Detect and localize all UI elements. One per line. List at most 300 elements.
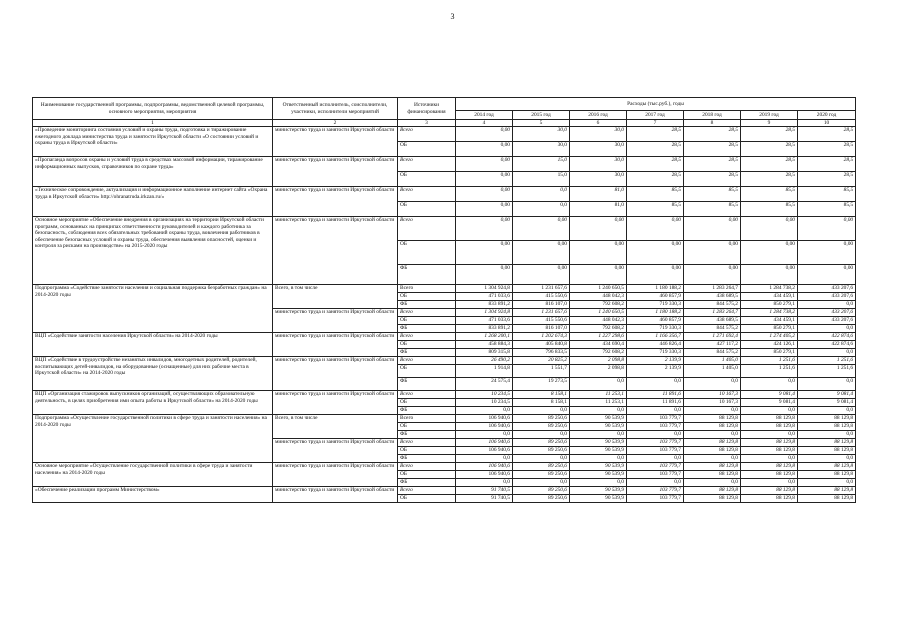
expense-value: 0,0 xyxy=(684,407,741,415)
expense-value: 1 283 264,7 xyxy=(684,309,741,317)
expense-value: 1 304 924,8 xyxy=(456,309,513,317)
expense-value: 28,5 xyxy=(741,127,798,142)
expense-value: 2 098,8 xyxy=(570,357,627,365)
expense-value: 0,0 xyxy=(456,479,513,487)
item-name: Основное мероприятие «Обеспечение внедрения в организациях на территории Иркутской области программ, основанных на принципах ответственности руководителей и каждого работника за безопасность, соблюдения всех обязательных требований охраны труда, вовлечения работников в обеспечение безопасных условий и охраны труда, обеспечения выявления опасностей, оценки и контроля за рисками на производстве» на 2015-2020 годы xyxy=(33,217,273,285)
expense-value: 90 539,9 xyxy=(570,487,627,495)
expense-value: 792 608,2 xyxy=(570,349,627,357)
expense-value: 434 459,1 xyxy=(741,317,798,325)
expense-value: 1 251,6 xyxy=(798,365,856,378)
expense-value: 89 250,6 xyxy=(513,463,570,471)
expense-value: 2 098,8 xyxy=(570,365,627,378)
expense-value: 28,5 xyxy=(741,172,798,187)
funding-source: Всего xyxy=(398,391,456,399)
funding-source: ОБ xyxy=(398,495,456,503)
page-number: 3 xyxy=(450,12,455,21)
expense-value: 103 779,7 xyxy=(627,471,684,479)
expense-value: 88 129,8 xyxy=(684,463,741,471)
expense-value: 9 081,4 xyxy=(798,399,856,407)
expense-value: 719 330,3 xyxy=(627,325,684,333)
expense-value: 844 575,2 xyxy=(684,301,741,309)
expense-value: 28,5 xyxy=(798,142,856,157)
funding-source: ФБ xyxy=(398,301,456,309)
expense-value: 28,5 xyxy=(684,172,741,187)
expense-value: 0,0 xyxy=(684,431,741,439)
expense-value: 28,5 xyxy=(684,157,741,172)
expense-value: 1 405,0 xyxy=(684,357,741,365)
header-source: Источники финансирования xyxy=(398,98,456,120)
expense-value: 0,00 xyxy=(741,265,798,285)
expense-value: 103 779,7 xyxy=(627,487,684,495)
expense-value: 422 874,6 xyxy=(798,341,856,349)
expense-value: 792 608,2 xyxy=(570,325,627,333)
expense-value: 24 575,4 xyxy=(456,378,513,391)
funding-source: ОБ xyxy=(398,202,456,217)
table-row xyxy=(33,463,856,471)
expense-value: 415 550,6 xyxy=(513,317,570,325)
funding-source: ОБ xyxy=(398,142,456,157)
expense-value: 88 129,8 xyxy=(798,423,856,431)
expense-value: 1 240 650,5 xyxy=(570,309,627,317)
funding-source: ОБ xyxy=(398,317,456,325)
expense-value: 30,0 xyxy=(513,142,570,157)
expense-value: 0,0 xyxy=(741,431,798,439)
expense-value: 0,00 xyxy=(684,217,741,241)
expense-value: 0,00 xyxy=(456,241,513,265)
table-row xyxy=(33,333,856,341)
expense-value: 28,5 xyxy=(684,127,741,142)
expense-value: 460 857,9 xyxy=(627,293,684,301)
expense-value: 26 490,2 xyxy=(456,357,513,365)
expense-value: 89 250,6 xyxy=(513,487,570,495)
expense-value: 88 129,8 xyxy=(684,439,741,447)
expense-value: 433 207,6 xyxy=(798,285,856,293)
expense-value: 10 167,3 xyxy=(684,399,741,407)
expense-value: 0,0 xyxy=(798,301,856,309)
funding-source: Всего xyxy=(398,415,456,423)
expense-value: 0,0 xyxy=(570,431,627,439)
expense-value: 0,00 xyxy=(456,265,513,285)
expense-value: 0,0 xyxy=(798,349,856,357)
expense-value: 1 274 405,2 xyxy=(741,333,798,341)
funding-source: ФБ xyxy=(398,407,456,415)
expense-value: 103 779,7 xyxy=(627,463,684,471)
expense-value: 0,00 xyxy=(456,127,513,142)
funding-source: ОБ xyxy=(398,399,456,407)
expense-value: 1 231 657,6 xyxy=(513,309,570,317)
expense-value: 8 158,1 xyxy=(513,399,570,407)
expense-value: 88 129,8 xyxy=(741,423,798,431)
expense-value: 85,5 xyxy=(798,202,856,217)
expense-value: 85,5 xyxy=(741,187,798,202)
expense-value: 103 779,7 xyxy=(627,423,684,431)
expense-value: 0,0 xyxy=(513,431,570,439)
header-expenses: Расходы (тыс.руб.), годы xyxy=(456,98,856,111)
expense-value: 850 279,1 xyxy=(741,325,798,333)
table-row xyxy=(33,357,856,365)
expense-value: 28,5 xyxy=(627,172,684,187)
expense-value: 0,00 xyxy=(456,217,513,241)
expense-value: 0,00 xyxy=(798,241,856,265)
table-row xyxy=(33,285,856,293)
expense-value: 1 231 657,6 xyxy=(513,285,570,293)
expense-value: 88 129,8 xyxy=(741,495,798,503)
expense-value: 28,5 xyxy=(798,127,856,142)
header-year: 2015 год xyxy=(513,111,570,120)
funding-source: Всего xyxy=(398,309,456,317)
expense-value: 1 271 692,4 xyxy=(684,333,741,341)
funding-source: ФБ xyxy=(398,265,456,285)
expense-value: 434 690,4 xyxy=(570,341,627,349)
expense-value: 850 279,1 xyxy=(741,301,798,309)
expense-value: 88 129,8 xyxy=(798,415,856,423)
expense-value: 88 129,8 xyxy=(684,423,741,431)
expense-value: 1 283 264,7 xyxy=(684,285,741,293)
expense-value: 88 129,8 xyxy=(798,495,856,503)
item-name: Подпрограмма «Осуществление государственной политики в сфере труда и занятости населения» на 2014-2020 годы xyxy=(33,415,273,463)
expense-value: 1 251,6 xyxy=(798,357,856,365)
table-row xyxy=(33,391,856,399)
expense-value: 11 253,1 xyxy=(570,391,627,399)
funding-source: Всего xyxy=(398,463,456,471)
expense-value: 103 779,7 xyxy=(627,495,684,503)
expense-value: 1 284 738,2 xyxy=(741,285,798,293)
funding-source: ОБ xyxy=(398,241,456,265)
expense-value: 844 575,2 xyxy=(684,349,741,357)
expense-value: 88 129,8 xyxy=(684,415,741,423)
expense-value: 30,0 xyxy=(570,142,627,157)
expense-value: 2 139,9 xyxy=(627,357,684,365)
funding-source: Всего xyxy=(398,187,456,202)
expense-value: 89 250,6 xyxy=(513,423,570,431)
expense-value: 1 914,8 xyxy=(456,365,513,378)
expense-value: 8 158,1 xyxy=(513,391,570,399)
expense-value: 85,5 xyxy=(741,202,798,217)
executor-name: министерство труда и занятости Иркутской области xyxy=(273,157,398,187)
expense-value: 106 940,6 xyxy=(456,471,513,479)
expense-value: 0,0 xyxy=(798,407,856,415)
expense-value: 0,0 xyxy=(513,479,570,487)
expense-value: 88 129,8 xyxy=(684,447,741,455)
expense-value: 460 857,9 xyxy=(627,317,684,325)
funding-source: Всего xyxy=(398,157,456,172)
expense-value: 30,0 xyxy=(513,127,570,142)
executor-name: министерство труда и занятости Иркутской области xyxy=(273,487,398,503)
header-year: 2016 год xyxy=(570,111,627,120)
executor-name: министерство труда и занятости Иркутской области xyxy=(273,357,398,391)
funding-source: ОБ xyxy=(398,172,456,187)
funding-source: ОБ xyxy=(398,365,456,378)
expense-value: 0,0 xyxy=(627,378,684,391)
expense-value: 11 891,6 xyxy=(627,399,684,407)
expense-value: 9 081,4 xyxy=(741,391,798,399)
funding-source: ФБ xyxy=(398,479,456,487)
expense-value: 1 551,7 xyxy=(513,365,570,378)
expense-value: 438 689,5 xyxy=(684,293,741,301)
executor-name: министерство труда и занятости Иркутской области xyxy=(273,391,398,415)
funding-source: ФБ xyxy=(398,349,456,357)
expense-value: 448 042,3 xyxy=(570,317,627,325)
expense-value: 0,0 xyxy=(741,407,798,415)
expense-value: 0,0 xyxy=(798,378,856,391)
expense-value: 424 126,1 xyxy=(741,341,798,349)
executor-name: министерство труда и занятости Иркутской области xyxy=(273,333,398,357)
expense-value: 88 129,8 xyxy=(741,439,798,447)
expense-value: 1 251,6 xyxy=(741,365,798,378)
table-row xyxy=(33,157,856,172)
expense-value: 9 081,4 xyxy=(741,399,798,407)
expense-value: 0,0 xyxy=(513,407,570,415)
expense-value: 1 405,0 xyxy=(684,365,741,378)
expense-value: 850 279,1 xyxy=(741,349,798,357)
expense-value: 0,00 xyxy=(684,241,741,265)
expense-value: 1 202 674,3 xyxy=(513,333,570,341)
expense-value: 0,00 xyxy=(798,265,856,285)
expense-value: 85,5 xyxy=(684,202,741,217)
expense-value: 0,0 xyxy=(570,479,627,487)
expense-value: 10 167,3 xyxy=(684,391,741,399)
expense-value: 28,5 xyxy=(741,142,798,157)
expense-value: 433 207,6 xyxy=(798,293,856,301)
column-number: 6 xyxy=(570,120,627,127)
executor-name: министерство труда и занятости Иркутской области xyxy=(273,309,398,333)
expense-value: 1 251,6 xyxy=(741,357,798,365)
expense-value: 719 330,3 xyxy=(627,301,684,309)
expense-value: 11 253,1 xyxy=(570,399,627,407)
expense-value: 10 234,5 xyxy=(456,391,513,399)
funding-source: Всего xyxy=(398,357,456,365)
expense-value: 81,0 xyxy=(570,202,627,217)
expense-value: 0,00 xyxy=(684,265,741,285)
expense-value: 28,5 xyxy=(798,172,856,187)
expense-value: 433 207,6 xyxy=(798,309,856,317)
expense-value: 0,0 xyxy=(798,479,856,487)
expense-value: 1 180 188,2 xyxy=(627,309,684,317)
expense-value: 30,0 xyxy=(570,127,627,142)
funding-source: ОБ xyxy=(398,293,456,301)
expense-value: 9 081,4 xyxy=(798,391,856,399)
column-number: 9 xyxy=(741,120,798,127)
executor-name: министерство труда и занятости Иркутской области xyxy=(273,127,398,157)
expense-value: 0,0 xyxy=(456,455,513,463)
item-name: «Техническое сопровождение, актуализация и информационное наполнение интернет сайта «Охрана труда в Иркутской области» http://ohranatruda.irkzan.ru/» xyxy=(33,187,273,217)
expense-value: 0,0 xyxy=(798,455,856,463)
expense-value: 2 139,9 xyxy=(627,365,684,378)
expense-value: 816 107,0 xyxy=(513,301,570,309)
column-numbers-row xyxy=(33,120,856,127)
expense-value: 90 539,9 xyxy=(570,439,627,447)
expense-value: 90 539,9 xyxy=(570,423,627,431)
item-name: Подпрограмма «Содействие занятости населения и социальная поддержка безработных граждан» на 2014-2020 годы xyxy=(33,285,273,333)
expense-value: 0,0 xyxy=(684,455,741,463)
expense-value: 438 689,5 xyxy=(684,317,741,325)
expense-value: 0,0 xyxy=(570,455,627,463)
expense-value: 0,00 xyxy=(741,217,798,241)
item-name: «Пропаганда вопросов охраны и условий труда в средствах массовой информации, тиражирование информационных выпусков, справочников по охране труда» xyxy=(33,157,273,187)
expense-value: 0,00 xyxy=(627,265,684,285)
expense-value: 106 940,6 xyxy=(456,423,513,431)
expense-value: 816 107,0 xyxy=(513,325,570,333)
expense-value: 28,5 xyxy=(741,157,798,172)
expense-value: 88 129,8 xyxy=(798,447,856,455)
expense-value: 106 940,6 xyxy=(456,447,513,455)
funding-source: Всего xyxy=(398,439,456,447)
expense-value: 0,00 xyxy=(456,157,513,172)
expense-value: 15,0 xyxy=(513,172,570,187)
expense-value: 1 240 650,5 xyxy=(570,285,627,293)
expense-value: 0,00 xyxy=(456,187,513,202)
expense-value: 89 250,6 xyxy=(513,415,570,423)
expense-value: 415 550,6 xyxy=(513,293,570,301)
expense-value: 1 227 298,6 xyxy=(570,333,627,341)
executor-name: Всего, в том числе xyxy=(273,285,398,309)
expense-value: 434 459,1 xyxy=(741,293,798,301)
expense-value: 89 250,6 xyxy=(513,471,570,479)
expense-value: 809 315,8 xyxy=(456,349,513,357)
expense-value: 0,0 xyxy=(456,431,513,439)
budget-table xyxy=(32,97,856,503)
expense-value: 0,0 xyxy=(513,455,570,463)
expense-value: 88 129,8 xyxy=(741,415,798,423)
expense-value: 0,0 xyxy=(684,479,741,487)
expense-value: 85,5 xyxy=(684,187,741,202)
expense-value: 471 033,6 xyxy=(456,317,513,325)
expense-value: 85,5 xyxy=(798,187,856,202)
expense-value: 90 539,9 xyxy=(570,415,627,423)
header-year: 2020 год xyxy=(798,111,856,120)
expense-value: 88 129,8 xyxy=(741,447,798,455)
expense-value: 0,0 xyxy=(513,202,570,217)
column-number: 4 xyxy=(456,120,513,127)
expense-value: 88 129,8 xyxy=(798,463,856,471)
funding-source: Всего xyxy=(398,217,456,241)
expense-value: 103 779,7 xyxy=(627,439,684,447)
expense-value: 88 129,8 xyxy=(684,487,741,495)
expense-value: 89 250,6 xyxy=(513,495,570,503)
expense-value: 0,0 xyxy=(627,407,684,415)
header-year: 2014 год xyxy=(456,111,513,120)
column-number: 8 xyxy=(684,120,741,127)
expense-value: 28,5 xyxy=(627,127,684,142)
expense-value: 85,5 xyxy=(627,187,684,202)
header-executor: Ответственный исполнитель, соисполнители, участники, исполнители мероприятий xyxy=(273,98,398,120)
expense-value: 422 874,6 xyxy=(798,333,856,341)
expense-value: 28,5 xyxy=(798,157,856,172)
funding-source: ФБ xyxy=(398,431,456,439)
expense-value: 88 129,8 xyxy=(741,471,798,479)
expense-value: 833 891,2 xyxy=(456,301,513,309)
expense-value: 0,0 xyxy=(798,325,856,333)
expense-value: 0,0 xyxy=(627,479,684,487)
executor-name: министерство труда и занятости Иркутской области xyxy=(273,439,398,463)
expense-value: 0,00 xyxy=(627,241,684,265)
expense-value: 89 250,6 xyxy=(513,447,570,455)
expense-value: 0,0 xyxy=(741,378,798,391)
expense-value: 427 117,2 xyxy=(684,341,741,349)
expense-value: 85,5 xyxy=(627,202,684,217)
expense-value: 0,0 xyxy=(798,431,856,439)
expense-value: 0,0 xyxy=(741,455,798,463)
funding-source: Всего xyxy=(398,487,456,495)
header-row xyxy=(33,98,856,111)
expense-value: 471 033,6 xyxy=(456,293,513,301)
table-row xyxy=(33,487,856,495)
expense-value: 0,0 xyxy=(456,407,513,415)
expense-value: 1 284 738,2 xyxy=(741,309,798,317)
expense-value: 11 891,6 xyxy=(627,391,684,399)
item-name: ВЦП «Содействие занятости населения Иркутской области» на 2014-2020 годы xyxy=(33,333,273,357)
expense-value: 1 166 356,7 xyxy=(627,333,684,341)
expense-value: 0,0 xyxy=(513,187,570,202)
expense-value: 88 129,8 xyxy=(684,471,741,479)
column-number: 1 xyxy=(33,120,273,127)
expense-value: 28,5 xyxy=(627,157,684,172)
expense-value: 28,5 xyxy=(627,142,684,157)
header-year: 2018 год xyxy=(684,111,741,120)
executor-name: министерство труда и занятости Иркутской области xyxy=(273,187,398,217)
expense-value: 0,0 xyxy=(627,431,684,439)
expense-value: 106 940,6 xyxy=(456,415,513,423)
expense-value: 88 129,8 xyxy=(798,439,856,447)
expense-value: 19 273,5 xyxy=(513,378,570,391)
expense-value: 0,00 xyxy=(456,142,513,157)
expense-value: 844 575,2 xyxy=(684,325,741,333)
expense-value: 90 539,9 xyxy=(570,447,627,455)
expense-value: 15,0 xyxy=(513,157,570,172)
expense-value: 1 180 188,2 xyxy=(627,285,684,293)
expense-value: 90 539,9 xyxy=(570,495,627,503)
funding-source: ФБ xyxy=(398,378,456,391)
expense-value: 0,00 xyxy=(513,265,570,285)
funding-source: ОБ xyxy=(398,341,456,349)
expense-value: 0,0 xyxy=(570,378,627,391)
funding-source: Всего xyxy=(398,285,456,293)
expense-value: 833 891,2 xyxy=(456,325,513,333)
expense-value: 0,00 xyxy=(456,172,513,187)
column-number: 3 xyxy=(398,120,456,127)
expense-value: 0,00 xyxy=(798,217,856,241)
executor-name: министерство труда и занятости Иркутской области xyxy=(273,217,398,285)
expense-value: 90 539,9 xyxy=(570,471,627,479)
expense-value: 0,00 xyxy=(570,241,627,265)
budget-body xyxy=(33,127,856,503)
expense-value: 433 207,6 xyxy=(798,317,856,325)
expense-value: 796 833,5 xyxy=(513,349,570,357)
expense-value: 448 042,3 xyxy=(570,293,627,301)
funding-source: Всего xyxy=(398,333,456,341)
expense-value: 88 129,8 xyxy=(798,471,856,479)
header-year: 2017 год xyxy=(627,111,684,120)
column-number: 2 xyxy=(273,120,398,127)
expense-value: 88 129,8 xyxy=(684,495,741,503)
expense-value: 458 884,3 xyxy=(456,341,513,349)
expense-value: 103 779,7 xyxy=(627,447,684,455)
expense-value: 89 250,6 xyxy=(513,439,570,447)
expense-value: 0,00 xyxy=(456,202,513,217)
expense-value: 81,0 xyxy=(570,187,627,202)
expense-value: 30,0 xyxy=(570,172,627,187)
expense-value: 90 539,9 xyxy=(570,463,627,471)
expense-value: 91 740,5 xyxy=(456,495,513,503)
expense-value: 20 825,2 xyxy=(513,357,570,365)
item-name: «Обеспечение реализации программ Министерством» xyxy=(33,487,273,503)
item-name: ВЦП «Организация стажировок выпускников организаций, осуществляющих образовательную деятельность, в целях приобретения ими опыта работы в Иркутской области» на 2014-2020 годы xyxy=(33,391,273,415)
expense-value: 0,0 xyxy=(627,455,684,463)
expense-value: 88 129,8 xyxy=(798,487,856,495)
header-year: 2019 год xyxy=(741,111,798,120)
column-number: 7 xyxy=(627,120,684,127)
executor-name: Всего, в том числе xyxy=(273,415,398,439)
